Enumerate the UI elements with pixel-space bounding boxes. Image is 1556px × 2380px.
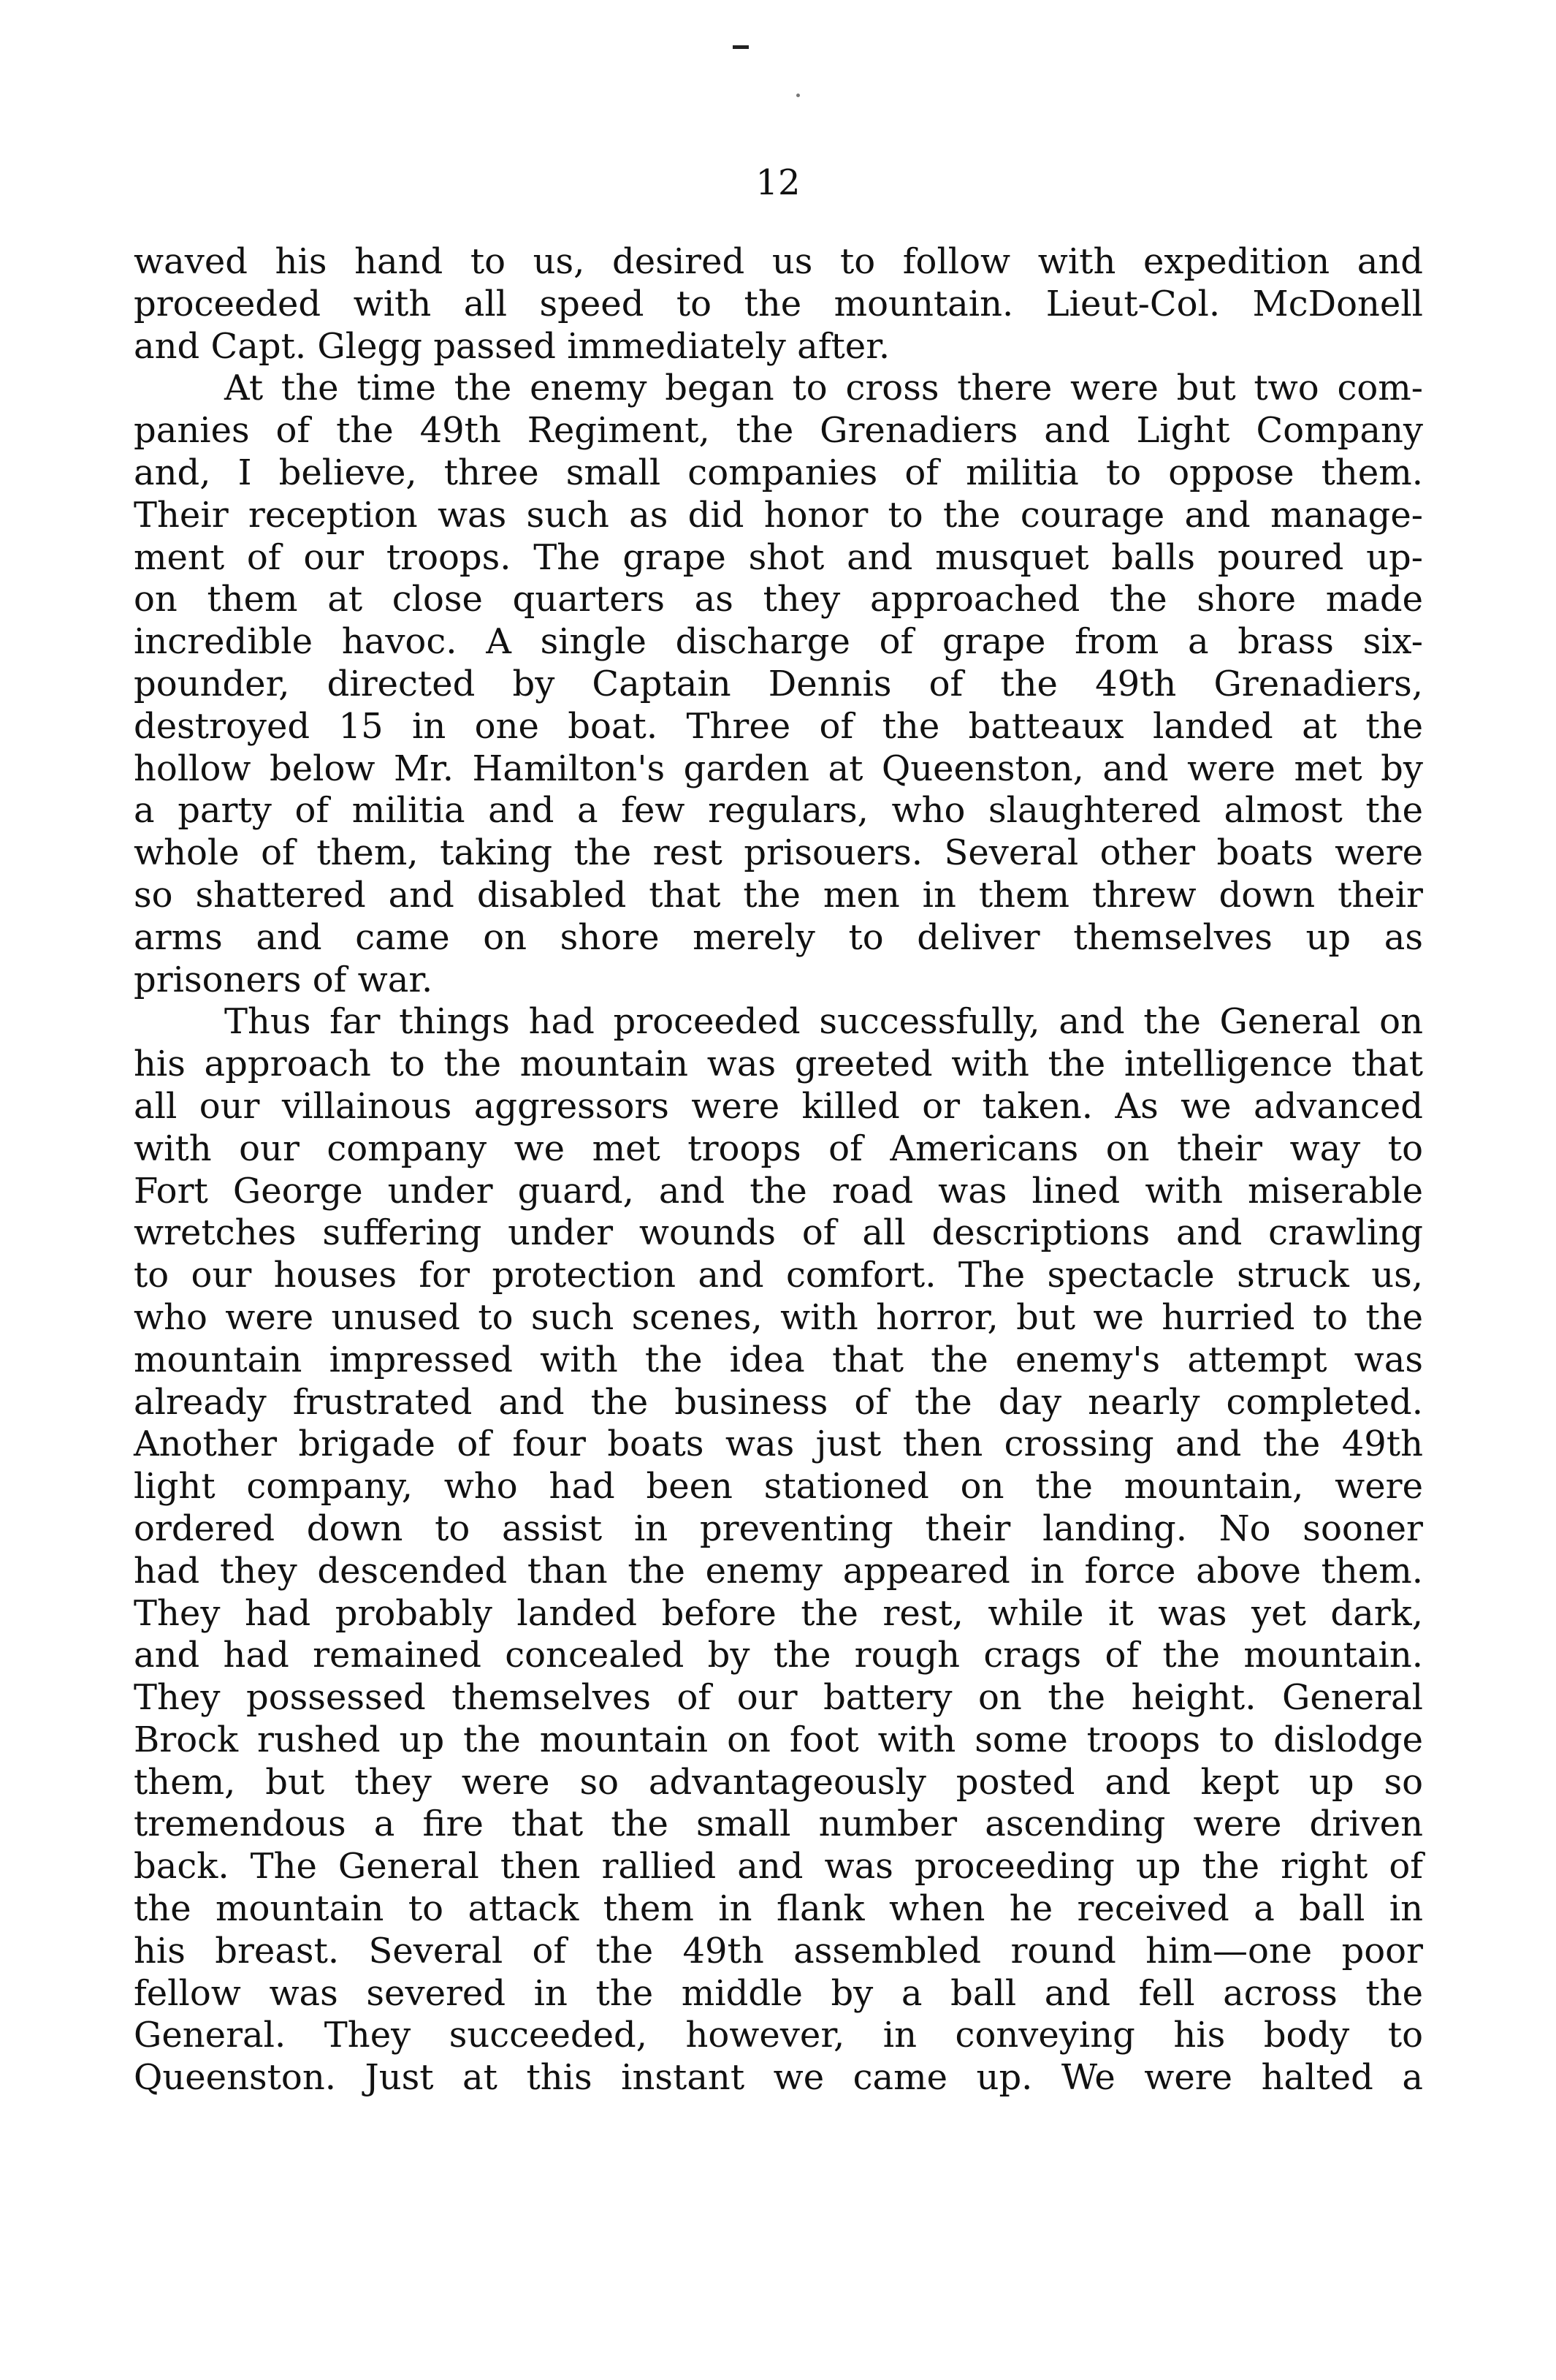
text-line: At the time the enemy began to cross there were but two com- bbox=[224, 368, 1423, 409]
text-line: whole of them, taking the rest prisouers. Several other boats were bbox=[134, 832, 1423, 874]
text-line: on them at close quarters as they approached the shore made bbox=[134, 579, 1423, 620]
text-line: ment of our troops. The grape shot and musquet balls poured up- bbox=[134, 536, 1423, 578]
text-line: fellow was severed in the middle by a ball and fell across the bbox=[134, 1972, 1423, 2014]
text-line: and, I believe, three small companies of militia to oppose them. bbox=[134, 452, 1423, 493]
text-line: a party of militia and a few regulars, who slaughtered almost the bbox=[134, 790, 1423, 832]
text-line: destroyed 15 in one boat. Three of the batteaux landed at the bbox=[134, 705, 1423, 747]
text-line: back. The General then rallied and was proceeding up the right of bbox=[134, 1846, 1423, 1887]
text-line: Brock rushed up the mountain on foot with some troops to dislodge bbox=[134, 1719, 1423, 1760]
text-line: had they descended than the enemy appeared in force above them. bbox=[134, 1550, 1423, 1592]
text-line: arms and came on shore merely to deliver themselves up as bbox=[134, 916, 1423, 958]
text-line: his approach to the mountain was greeted with the intelligence that bbox=[134, 1043, 1423, 1085]
text-line: ordered down to assist in preventing their landing. No sooner bbox=[134, 1508, 1423, 1549]
text-line: Queenston. Just at this instant we came up. We were halted a bbox=[134, 2057, 1423, 2099]
text-line: incredible havoc. A single discharge of grape from a brass six- bbox=[134, 621, 1423, 663]
text-line: waved his hand to us, desired us to follow with expedition and bbox=[134, 241, 1423, 282]
text-line: panies of the 49th Regiment, the Grenadiers and Light Company bbox=[134, 410, 1423, 452]
text-line: They had probably landed before the rest, while it was yet dark, bbox=[134, 1592, 1423, 1634]
text-line: who were unused to such scenes, with horror, but we hurried to the bbox=[134, 1296, 1423, 1338]
text-line: so shattered and disabled that the men in them threw down their bbox=[134, 874, 1423, 916]
text-line: Thus far things had proceeded successfully, and the General on bbox=[224, 1001, 1423, 1043]
body-text bbox=[134, 241, 1423, 2099]
text-line: his breast. Several of the 49th assembled round him—one poor bbox=[134, 1930, 1423, 1972]
top-dash-mark bbox=[733, 45, 749, 49]
text-line: light company, who had been stationed on the mountain, were bbox=[134, 1466, 1423, 1508]
text-line: and had remained concealed by the rough crags of the mountain. bbox=[134, 1635, 1423, 1676]
text-line: Fort George under guard, and the road was lined with miserable bbox=[134, 1170, 1423, 1212]
text-line: Another brigade of four boats was just then crossing and the 49th bbox=[134, 1423, 1423, 1465]
text-line: and Capt. Glegg passed immediately after. bbox=[134, 325, 890, 367]
text-line: tremendous a fire that the small number ascending were driven bbox=[134, 1803, 1423, 1845]
text-line: with our company we met troops of Americans on their way to bbox=[134, 1128, 1423, 1169]
text-line: pounder, directed by Captain Dennis of the 49th Grenadiers, bbox=[134, 663, 1423, 704]
text-line: the mountain to attack them in flank when he received a ball in bbox=[134, 1888, 1423, 1930]
text-line: General. They succeeded, however, in conveying his body to bbox=[134, 2015, 1423, 2056]
text-line: wretches suffering under wounds of all descriptions and crawling bbox=[134, 1212, 1423, 1254]
text-line: to our houses for protection and comfort. The spectacle struck us, bbox=[134, 1255, 1423, 1296]
text-line: Their reception was such as did honor to the courage and manage- bbox=[134, 494, 1423, 536]
text-line: all our villainous aggressors were killed or taken. As we advanced bbox=[134, 1085, 1423, 1127]
text-line: mountain impressed with the idea that the enemy's attempt was bbox=[134, 1339, 1423, 1380]
scan-dot-mark bbox=[796, 94, 800, 97]
text-line: them, but they were so advantageously posted and kept up so bbox=[134, 1761, 1423, 1803]
text-line: already frustrated and the business of the day nearly completed. bbox=[134, 1381, 1423, 1423]
text-line: They possessed themselves of our battery on the height. General bbox=[134, 1677, 1423, 1719]
page-number: 12 bbox=[755, 162, 801, 203]
text-line: hollow below Mr. Hamilton's garden at Queenston, and were met by bbox=[134, 748, 1423, 789]
text-line: prisoners of war. bbox=[134, 959, 433, 1000]
text-line: proceeded with all speed to the mountain. Lieut-Col. McDonell bbox=[134, 283, 1423, 324]
